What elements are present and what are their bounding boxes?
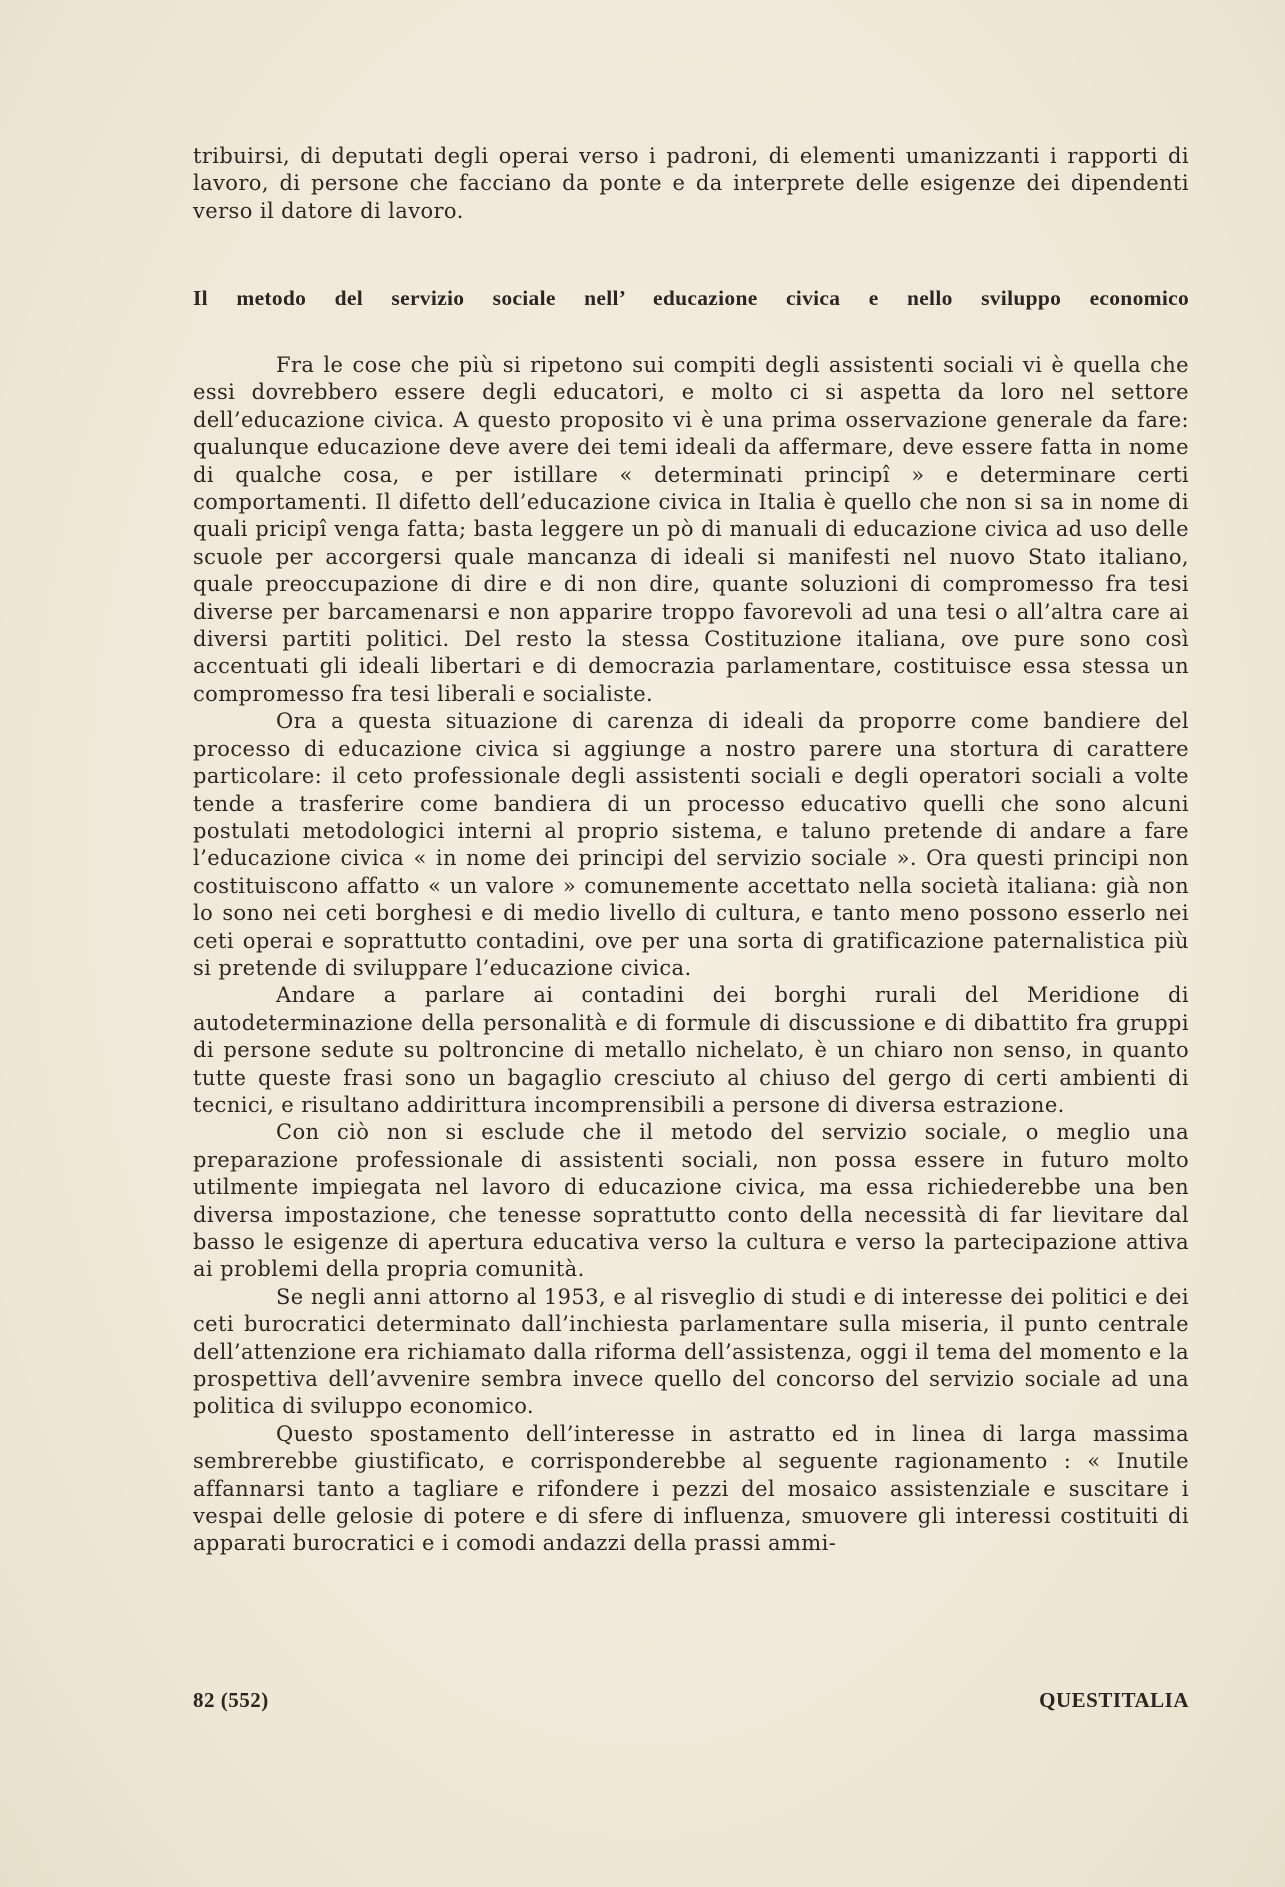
body-text: [193, 352, 1189, 1558]
paragraph: Se negli anni attorno al 1953, e al risveglio di studi e di interesse dei politici e dei ceti burocratici determinato dall’inchiesta parlamentare sulla miseria, il punto centrale dell’attenzione era richiamato dalla riforma dell’assistenza, oggi il tema del momento e la prospettiva dell’avvenire sembra invece quello del concorso del servizio sociale ad una politica di sviluppo economico.: [193, 1284, 1189, 1419]
intro-paragraph: tribuirsi, di deputati degli operai verso i padroni, di elementi umanizzanti i rapporti di lavoro, di persone che facciano da ponte e da interprete delle esigenze dei dipendenti verso il datore di lavoro.: [193, 144, 1189, 223]
paragraph: Ora a questa situazione di carenza di ideali da proporre come bandiere del processo di educazione civica si aggiunge a nostro parere una stortura di carattere particolare: il ceto professionale degli assistenti sociali e degli operatori sociali a volte tende a trasferire come bandiera di un processo educativo quelli che sono alcuni postulati metodologici interni al proprio sistema, e taluno pretende di andare a fare l’educazione civica « in nome dei principi del servizio sociale ». Ora questi principi non costituiscono affatto « un valore » comunemente accettato nella società italiana: già non lo sono nei ceti borghesi e di medio livello di cultura, e tanto meno possono esserlo nei ceti operai e soprattutto contadini, ove per una sorta di gratificazione paternalistica più si pretende di sviluppare l’educazione civica.: [193, 709, 1189, 980]
paragraph: Con ciò non si esclude che il metodo del servizio sociale, o meglio una preparazione professionale di assistenti sociali, non possa essere in futuro molto utilmente impiegata nel lavoro di educazione civica, ma essa richiederebbe una ben diversa impostazione, che tenesse soprattutto conto della necessità di far lievitare dal basso le esigenze di apertura educativa verso la cultura e verso la partecipazione attiva ai problemi della propria comunità.: [193, 1120, 1189, 1282]
section-heading: Il metodo del servizio sociale nell’ educazione civica e nello sviluppo economico: [193, 286, 1189, 310]
paragraph: Andare a parlare ai contadini dei borghi rurali del Meridione di autodeterminazione della personalità e di formule di discussione e di dibattito fra gruppi di persone sedute su poltroncine di metallo nichelato, è un chiaro non senso, in quanto tutte queste frasi sono un bagaglio cresciuto al chiuso del gergo di certi ambienti di tecnici, e risultano addirittura incomprensibili a persone di diversa estrazione.: [193, 983, 1189, 1117]
journal-name: QUESTITALIA: [1039, 1688, 1189, 1712]
paragraph: Fra le cose che più si ripetono sui compiti degli assistenti sociali vi è quella che essi dovrebbero essere degli educatori, e molto ci si aspetta da loro nel settore dell’educazione civica. A questo proposito vi è una prima osservazione generale da fare: qualunque educazione deve avere dei temi ideali da affermare, deve essere fatta in nome di qualche cosa, e per istillare « determinati principî » e determinare certi comportamenti. Il difetto dell’educazione civica in Italia è quello che non si sa in nome di quali pricipî venga fatta; basta leggere un pò di manuali di educazione civica ad uso delle scuole per accorgersi quale mancanza di ideali si manifesti nel nuovo Stato italiano, quale preoccupazione di dire e di non dire, quante soluzioni di compromesso fra tesi diverse per barcamenarsi e non apparire troppo favorevoli ad una tesi o all’altra care ai diversi partiti politici. Del resto la stessa Costituzione italiana, ove pure sono così accentuati gli ideali libertari e di democrazia parlamentare, costituisce essa stessa un compromesso fra tesi liberali e socialiste.: [193, 353, 1189, 706]
intro-paragraph-block: [193, 143, 1189, 225]
paragraph: Questo spostamento dell’interesse in astratto ed in linea di larga massima sembrerebbe giustificato, e corrisponderebbe al seguente ragionamento : « Inutile affannarsi tanto a tagliare e rifondere i pezzi del mosaico assistenziale e suscitare i vespai delle gelosie di potere e di sfere di influenza, smuovere gli interessi costituiti di apparati burocratici e i comodi andazzi della prassi ammi-: [193, 1421, 1189, 1556]
page-number: 82 (552): [193, 1688, 269, 1712]
